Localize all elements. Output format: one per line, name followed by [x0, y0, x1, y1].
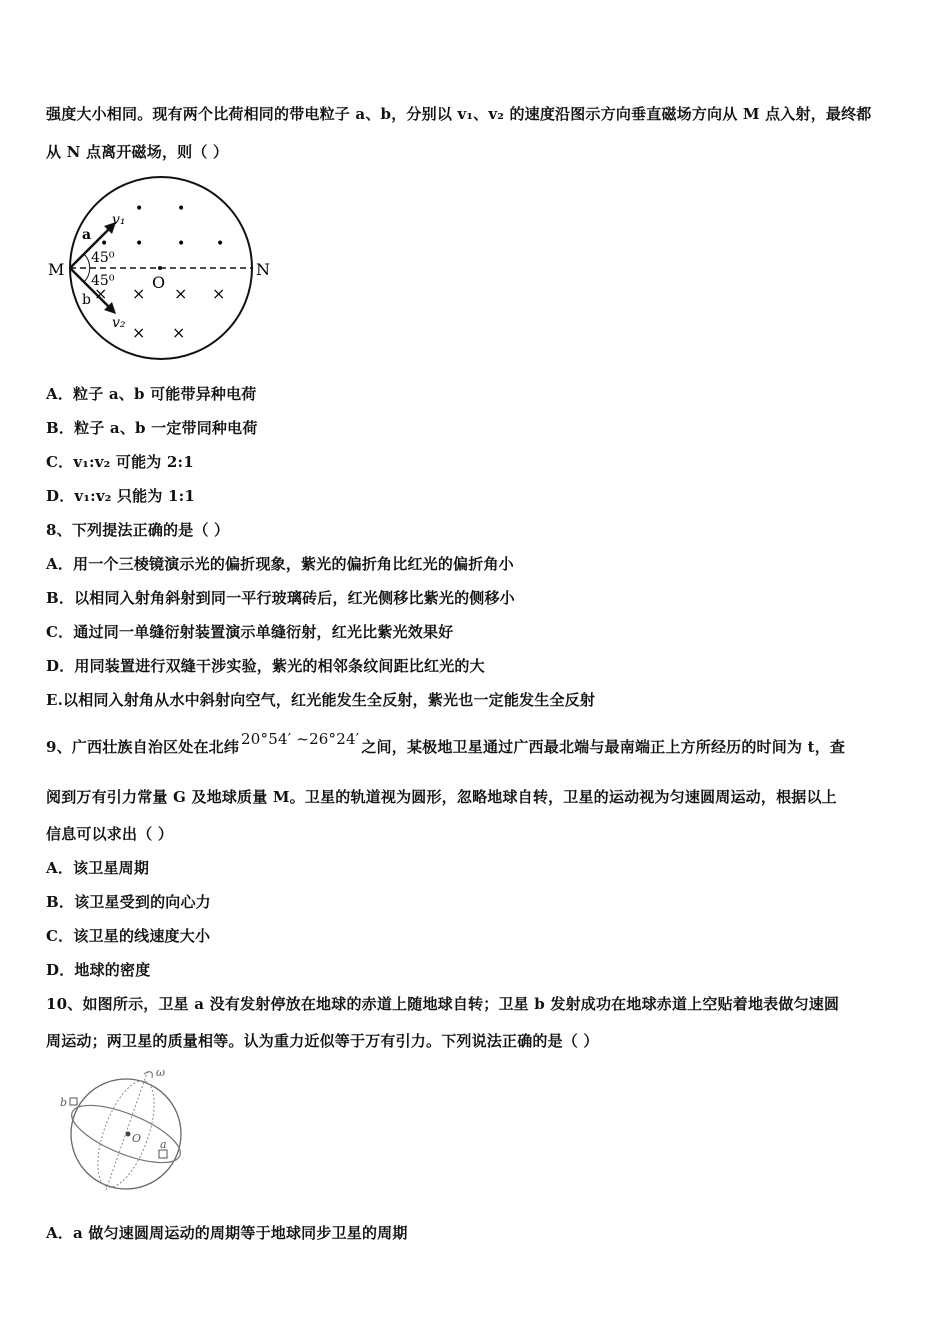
q8-option-e: E.以相同入射角从水中斜射向空气，红光能发生全反射，紫光也一定能发生全反射	[46, 691, 596, 709]
q7-option-a: A．粒子 a、b 可能带异种电荷	[46, 385, 257, 403]
label-M: M	[48, 260, 65, 279]
q8-stem: 8、下列提法正确的是（ ）	[46, 521, 230, 539]
q9-latitude-range: 20°54′ ~26°24′	[241, 730, 360, 748]
q10-option-a: A．a 做匀速圆周运动的周期等于地球同步卫星的周期	[46, 1224, 408, 1242]
label-a: a	[82, 227, 92, 243]
q8-option-d: D．用同装置进行双缝干涉实验，紫光的相邻条纹间距比红光的大	[46, 657, 485, 675]
q9-option-c: C．该卫星的线速度大小	[46, 927, 211, 945]
q9-option-d: D．地球的密度	[46, 961, 151, 979]
satellite-a-square	[159, 1150, 167, 1158]
intro-line-1: 强度大小相同。现有两个比荷相同的带电粒子 a、b，分别以 v₁、v₂ 的速度沿图示方向垂直磁场方向从 M 点入射，最终都	[46, 105, 872, 123]
figure2-label-omega: ω	[156, 1066, 165, 1079]
q8-option-c: C．通过同一单缝衍射装置演示单缝衍射，红光比紫光效果好	[46, 623, 454, 641]
q9-stem-line-1	[46, 730, 846, 757]
angle-top-label: 45⁰	[91, 250, 115, 266]
field-cross: ×	[132, 323, 146, 342]
figure2-label-a: a	[160, 1138, 167, 1151]
label-N: N	[256, 260, 270, 279]
field-dot: •	[177, 201, 186, 217]
label-v2: v₂	[112, 315, 126, 331]
magnetic-field-figure	[44, 172, 284, 372]
earth-satellite-figure	[56, 1060, 196, 1200]
q9-stem-suffix: 之间，某极地卫星通过广西最北端与最南端正上方所经历的时间为 t，查	[361, 738, 846, 756]
q9-stem-prefix: 9、广西壮族自治区处在北纬	[46, 738, 240, 756]
rotation-arrow	[144, 1072, 152, 1078]
field-dot: •	[177, 236, 186, 252]
label-O: O	[152, 273, 166, 292]
field-dot: •	[216, 236, 225, 252]
q7-option-b: B．粒子 a、b 一定带同种电荷	[46, 419, 258, 437]
angle-bottom-label: 45⁰	[91, 273, 115, 289]
q10-stem-line-1: 10、如图所示，卫星 a 没有发射停放在地球的赤道上随地球自转；卫星 b 发射成功在地球赤道上空贴着地表做匀速圆	[46, 995, 840, 1013]
q9-stem-line-3: 信息可以求出（ ）	[46, 825, 174, 843]
q9-stem-line-2: 阅到万有引力常量 G 及地球质量 M。卫星的轨道视为圆形，忽略地球自转，卫星的运动视为匀速圆周运动，根据以上	[46, 788, 837, 806]
q7-option-d: D．v₁:v₂ 只能为 1:1	[46, 487, 195, 505]
q9-option-b: B．该卫星受到的向心力	[46, 893, 211, 911]
field-cross: ×	[132, 284, 146, 303]
figure2-label-b: b	[60, 1096, 68, 1109]
intro-line-2: 从 N 点离开磁场，则（ ）	[46, 143, 229, 161]
earth-center	[126, 1132, 131, 1137]
field-cross: ×	[172, 323, 186, 342]
q8-option-a: A．用一个三棱镜演示光的偏折现象，紫光的偏折角比红光的偏折角小	[46, 555, 514, 573]
field-cross: ×	[212, 284, 226, 303]
q8-option-b: B．以相同入射角斜射到同一平行玻璃砖后，红光侧移比紫光的侧移小	[46, 589, 515, 607]
satellite-b-square	[70, 1098, 77, 1105]
center-point	[158, 266, 162, 270]
figure2-label-O: O	[132, 1132, 142, 1145]
q10-stem-line-2: 周运动；两卫星的质量相等。认为重力近似等于万有引力。下列说法正确的是（ ）	[46, 1032, 599, 1050]
label-b: b	[82, 292, 91, 308]
field-cross: ×	[94, 284, 108, 303]
q7-option-c: C．v₁:v₂ 可能为 2:1	[46, 453, 194, 471]
field-dot: •	[135, 236, 144, 252]
field-dot: •	[100, 236, 109, 252]
rotation-axis	[106, 1070, 148, 1190]
label-v1: v₁	[112, 212, 126, 228]
field-dot: •	[135, 201, 144, 217]
q9-option-a: A．该卫星周期	[46, 859, 150, 877]
field-cross: ×	[174, 284, 188, 303]
